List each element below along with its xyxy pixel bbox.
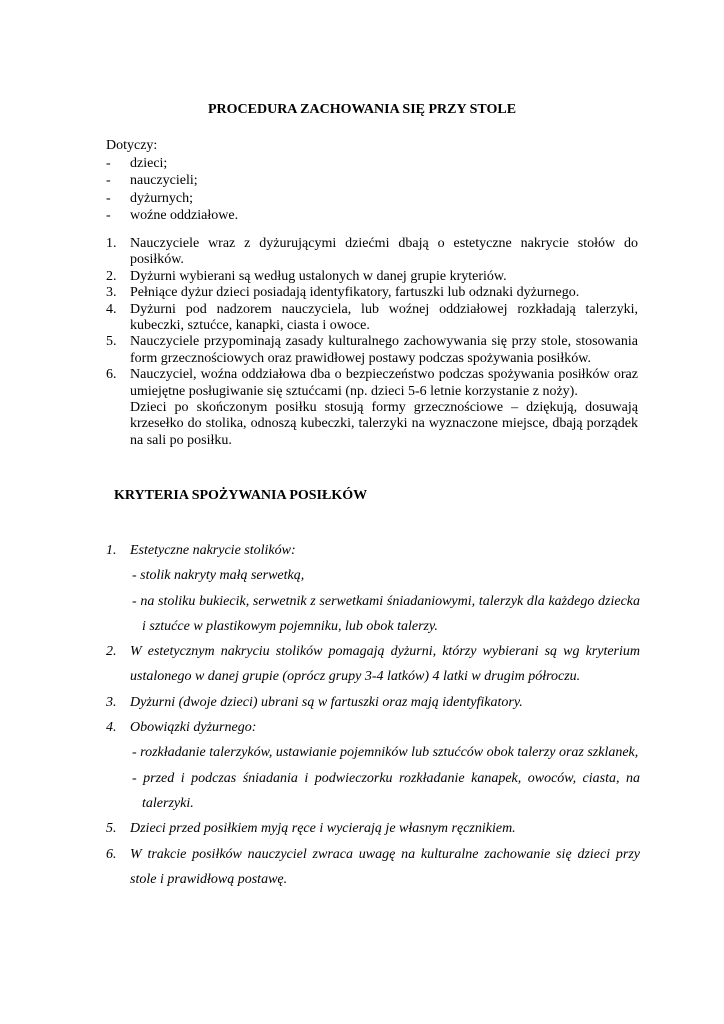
criteria-subitem: - stolik nakryty małą serwetką, (132, 568, 305, 584)
criteria-list (106, 538, 640, 892)
criteria-number: 1. (106, 543, 117, 558)
applies-to-list (106, 155, 646, 225)
rule-item (106, 269, 638, 285)
rule-item (106, 236, 638, 269)
criteria-subitem: - rozkładanie talerzyków, ustawianie pojemników lub sztućców obok talerzy oraz szklanek, (132, 745, 639, 761)
criteria-item (106, 639, 640, 690)
rule-text: Nauczyciel, woźna oddziałowa dba o bezpieczeństwo podczas spożywania posiłków oraz umiejętne posługiwanie się sztućcami (np. dzieci 5-6 letnie korzystanie z noży). (130, 367, 638, 399)
rule-text: Dyżurni wybierani są według ustalonych w danej grupie kryteriów. (130, 268, 507, 284)
list-item (106, 207, 646, 225)
dash-marker: - (106, 190, 111, 206)
criteria-text: W trakcie posiłków nauczyciel zwraca uwagę na kulturalne zachowanie się dzieci przy stole i prawidłową postawę. (130, 846, 640, 887)
criteria-number: 3. (106, 694, 117, 710)
list-item (106, 155, 646, 173)
applies-to-item: nauczycieli; (130, 173, 198, 189)
rules-list (106, 236, 638, 449)
applies-to-item: woźne oddziałowe. (130, 208, 239, 224)
rule-text: Pełniące dyżur dzieci posiadają identyfikatory, fartuszki lub odznaki dyżurnego. (130, 285, 580, 301)
rule-number: 3. (106, 285, 117, 301)
criteria-subitem: - na stoliku bukiecik, serwetnik z serwetkami śniadaniowymi, talerzyk dla każdego dziecka i sztućce w plastikowym pojemniku, lub obok talerzy. (132, 593, 640, 634)
rule-item (106, 367, 638, 449)
rule-item (106, 285, 638, 301)
rule-item (106, 334, 638, 367)
rule-text: Nauczyciele wraz z dyżurującymi dziećmi dbają o estetyczne nakrycie stołów do posiłków. (130, 236, 638, 268)
criteria-number: 4. (106, 720, 117, 736)
criteria-text: Obowiązki dyżurnego: (130, 720, 257, 736)
applies-to-item: dyżurnych; (130, 190, 193, 206)
list-item (106, 172, 646, 190)
criteria-item (106, 842, 640, 893)
dash-marker: - (106, 208, 111, 224)
list-item (106, 190, 646, 208)
criteria-item (106, 715, 640, 816)
criteria-sublist (130, 740, 640, 816)
rule-number: 6. (106, 367, 117, 383)
applies-to-item: dzieci; (130, 155, 168, 171)
criteria-item (106, 690, 640, 715)
applies-to-heading: Dotyczy: (106, 138, 158, 153)
rule-number: 4. (106, 301, 117, 317)
dash-marker: - (106, 173, 111, 189)
rule-number: 5. (106, 334, 117, 350)
criteria-text: W estetycznym nakryciu stolików pomagają dyżurni, którzy wybierani są wg kryterium ustalonego w danej grupie (oprócz grupy 3-4 latków) 4 latki w drugim półroczu. (130, 644, 640, 685)
rule-number: 2. (106, 268, 117, 284)
criteria-item (106, 816, 640, 841)
criteria-title: KRYTERIA SPOŻYWANIA POSIŁKÓW (114, 488, 368, 503)
rule-item (106, 302, 638, 335)
criteria-text: Dzieci przed posiłkiem myją ręce i wycierają je własnym ręcznikiem. (130, 821, 516, 837)
document-title: PROCEDURA ZACHOWANIA SIĘ PRZY STOLE (207, 102, 517, 117)
applies-to-section (106, 137, 646, 225)
rule-number: 1. (106, 236, 117, 251)
criteria-number: 5. (106, 821, 117, 837)
criteria-number: 6. (106, 846, 117, 862)
rule-extra-text: Dzieci po skończonym posiłku stosują formy grzecznościowe – dziękują, dosuwają krzesełko do stolika, odnoszą kubeczki, talerzyki na wyznaczone miejsce, dbają porządek na sali po posiłku. (130, 400, 638, 448)
rule-text: Nauczyciele przypominają zasady kulturalnego zachowywania się przy stole, stosowania form grzecznościowych oraz prawidłowej postawy podczas spożywania posiłków. (130, 334, 638, 366)
criteria-item (106, 538, 640, 639)
dash-marker: - (106, 155, 111, 171)
criteria-text: Estetyczne nakrycie stolików: (130, 543, 296, 558)
criteria-text: Dyżurni (dwoje dzieci) ubrani są w fartuszki oraz mają identyfikatory. (130, 694, 523, 710)
criteria-sublist (130, 563, 640, 639)
criteria-number: 2. (106, 644, 117, 660)
criteria-subitem: - przed i podczas śniadania i podwieczorku rozkładanie kanapek, owoców, ciasta, na talerzyki. (132, 770, 640, 811)
rule-text: Dyżurni pod nadzorem nauczyciela, lub woźnej oddziałowej rozkładają talerzyki, kubeczki, sztućce, kanapki, ciasta i owoce. (130, 301, 638, 334)
